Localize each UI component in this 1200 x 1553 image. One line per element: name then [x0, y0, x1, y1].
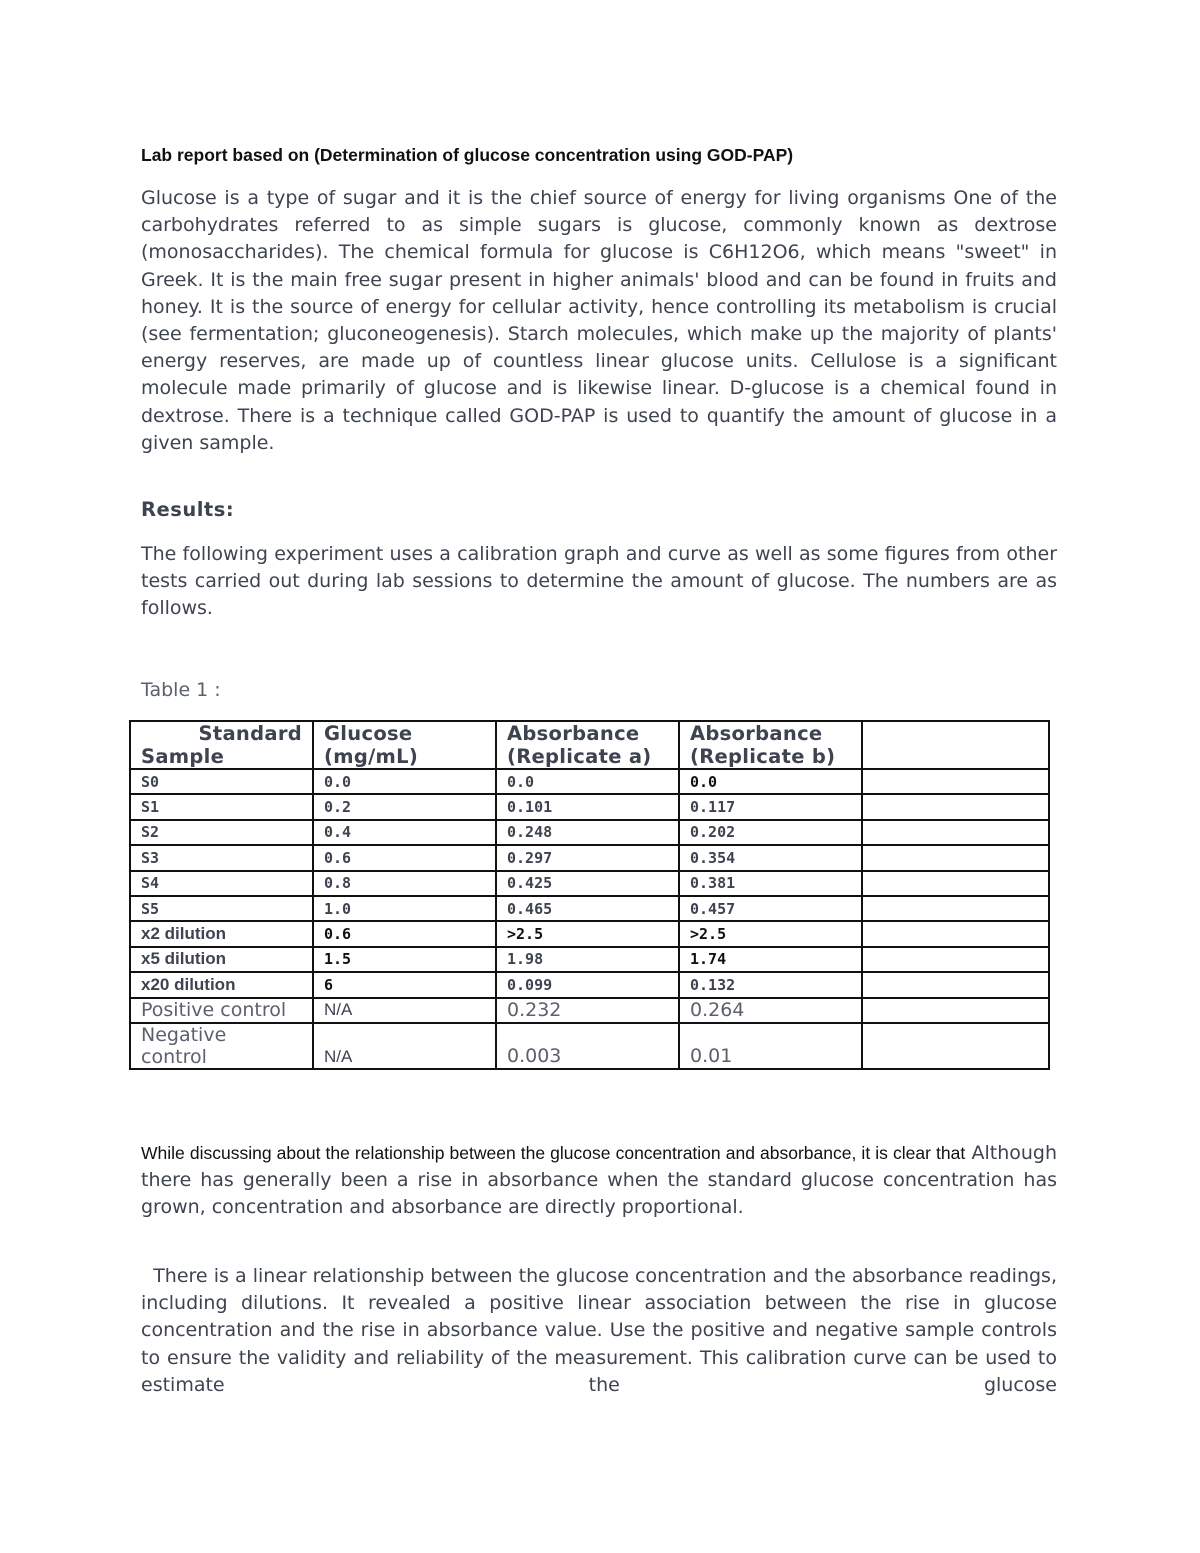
cell-abs-b: 0.117	[679, 794, 862, 819]
cell-abs-a: 0.232	[496, 998, 679, 1023]
cell-glucose: 0.0	[313, 769, 496, 794]
header-absorbance-b: Absorbance (Replicate b)	[679, 721, 862, 769]
cell-sample: S1	[130, 794, 313, 819]
cell-abs-a: 0.297	[496, 845, 679, 870]
cell-abs-a: 0.248	[496, 820, 679, 845]
cell-abs-b: 0.354	[679, 845, 862, 870]
table-row	[130, 871, 1049, 896]
cell-sample: Positive control	[130, 998, 313, 1023]
header-standard-sample: Standard Sample	[130, 721, 313, 769]
cell-empty	[862, 896, 1049, 921]
table-header-row	[130, 721, 1049, 769]
table-caption: Table 1 :	[141, 679, 221, 701]
results-paragraph: The following experiment uses a calibration graph and curve as well as some figures from other tests carried out during lab sessions to determine the amount of glucose. The numbers are as follows.	[141, 543, 1057, 620]
cell-glucose: 1.0	[313, 896, 496, 921]
table-row	[130, 972, 1049, 997]
cell-empty	[862, 794, 1049, 819]
discussion-paragraph	[141, 1140, 1057, 1222]
cell-glucose: 0.6	[313, 921, 496, 946]
discussion-rest: Although there has generally been a rise in absorbance when the standard glucose concentration has grown, concentration and absorbance are directly proportional.	[141, 1142, 1058, 1219]
table-row	[130, 998, 1049, 1023]
header-glucose: Glucose (mg/mL)	[313, 721, 496, 769]
final-paragraph: There is a linear relationship between the glucose concentration and the absorbance readings, including dilutions. It revealed a positive linear association between the rise in glucose concentration and the rise in absorbance value. Use the positive and negative sample controls to ensure the validity and reliability of the measurement. This calibration curve can be used to estimate the glucose	[141, 1265, 1064, 1396]
intro-paragraph: Glucose is a type of sugar and it is the chief source of energy for living organisms One of the carbohydrates referred to as simple sugars is glucose, commonly known as dextrose (monosaccharides). The chemical formula for glucose is C6H12O6, which means "sweet" in Greek. It is the main free sugar present in higher animals' blood and can be found in fruits and honey. It is the source of energy for cellular activity, hence controlling its metabolism is crucial (see fermentation; gluconeogenesis). Starch molecules, which make up the majority of plants' energy reserves, are made up of countless linear glucose units. Cellulose is a significant molecule made primarily of glucose and is likewise linear. D-glucose is a chemical found in dextrose. There is a technique called GOD-PAP is used to quantify the amount of glucose in a given sample.	[141, 187, 1057, 454]
cell-abs-b: 0.01	[679, 1023, 862, 1069]
table-row	[130, 947, 1049, 972]
cell-glucose: N/A	[313, 998, 496, 1023]
cell-abs-a: 0.425	[496, 871, 679, 896]
cell-sample: S4	[130, 871, 313, 896]
cell-empty	[862, 947, 1049, 972]
cell-sample: S5	[130, 896, 313, 921]
results-table	[129, 720, 1050, 1070]
cell-abs-a: 1.98	[496, 947, 679, 972]
cell-sample: x5 dilution	[130, 947, 313, 972]
cell-empty	[862, 871, 1049, 896]
cell-glucose: 0.6	[313, 845, 496, 870]
cell-glucose: 0.4	[313, 820, 496, 845]
cell-sample: S2	[130, 820, 313, 845]
cell-empty	[862, 845, 1049, 870]
cell-empty	[862, 998, 1049, 1023]
cell-abs-a: 0.0	[496, 769, 679, 794]
cell-abs-a: 0.003	[496, 1023, 679, 1069]
cell-glucose: 0.2	[313, 794, 496, 819]
cell-sample: S0	[130, 769, 313, 794]
cell-abs-b: 1.74	[679, 947, 862, 972]
cell-empty	[862, 972, 1049, 997]
table-row	[130, 896, 1049, 921]
cell-abs-b: 0.132	[679, 972, 862, 997]
header-empty	[862, 721, 1049, 769]
cell-empty	[862, 921, 1049, 946]
cell-abs-b: 0.0	[679, 769, 862, 794]
cell-glucose: 1.5	[313, 947, 496, 972]
cell-glucose: 0.8	[313, 871, 496, 896]
cell-glucose: 6	[313, 972, 496, 997]
cell-sample: x2 dilution	[130, 921, 313, 946]
table-row	[130, 845, 1049, 870]
table-row	[130, 769, 1049, 794]
discussion-lead: While discussing about the relationship between the glucose concentration and absorbance, it is clear that	[141, 1143, 966, 1163]
cell-abs-a: 0.101	[496, 794, 679, 819]
cell-sample: x20 dilution	[130, 972, 313, 997]
cell-abs-b: 0.381	[679, 871, 862, 896]
cell-empty	[862, 769, 1049, 794]
table-row	[130, 1023, 1049, 1069]
cell-abs-a: 0.465	[496, 896, 679, 921]
header-absorbance-a: Absorbance (Replicate a)	[496, 721, 679, 769]
report-title: Lab report based on (Determination of glucose concentration using GOD-PAP)	[141, 145, 794, 165]
cell-sample: S3	[130, 845, 313, 870]
cell-abs-b: 0.202	[679, 820, 862, 845]
cell-abs-a: 0.099	[496, 972, 679, 997]
cell-sample: Negative control	[130, 1023, 313, 1069]
cell-glucose: N/A	[313, 1023, 496, 1069]
table-row	[130, 820, 1049, 845]
cell-abs-b: 0.264	[679, 998, 862, 1023]
cell-empty	[862, 820, 1049, 845]
cell-abs-b: 0.457	[679, 896, 862, 921]
cell-abs-b: >2.5	[679, 921, 862, 946]
table-row	[130, 794, 1049, 819]
cell-abs-a: >2.5	[496, 921, 679, 946]
results-heading: Results:	[141, 498, 235, 521]
table-row	[130, 921, 1049, 946]
cell-empty	[862, 1023, 1049, 1069]
